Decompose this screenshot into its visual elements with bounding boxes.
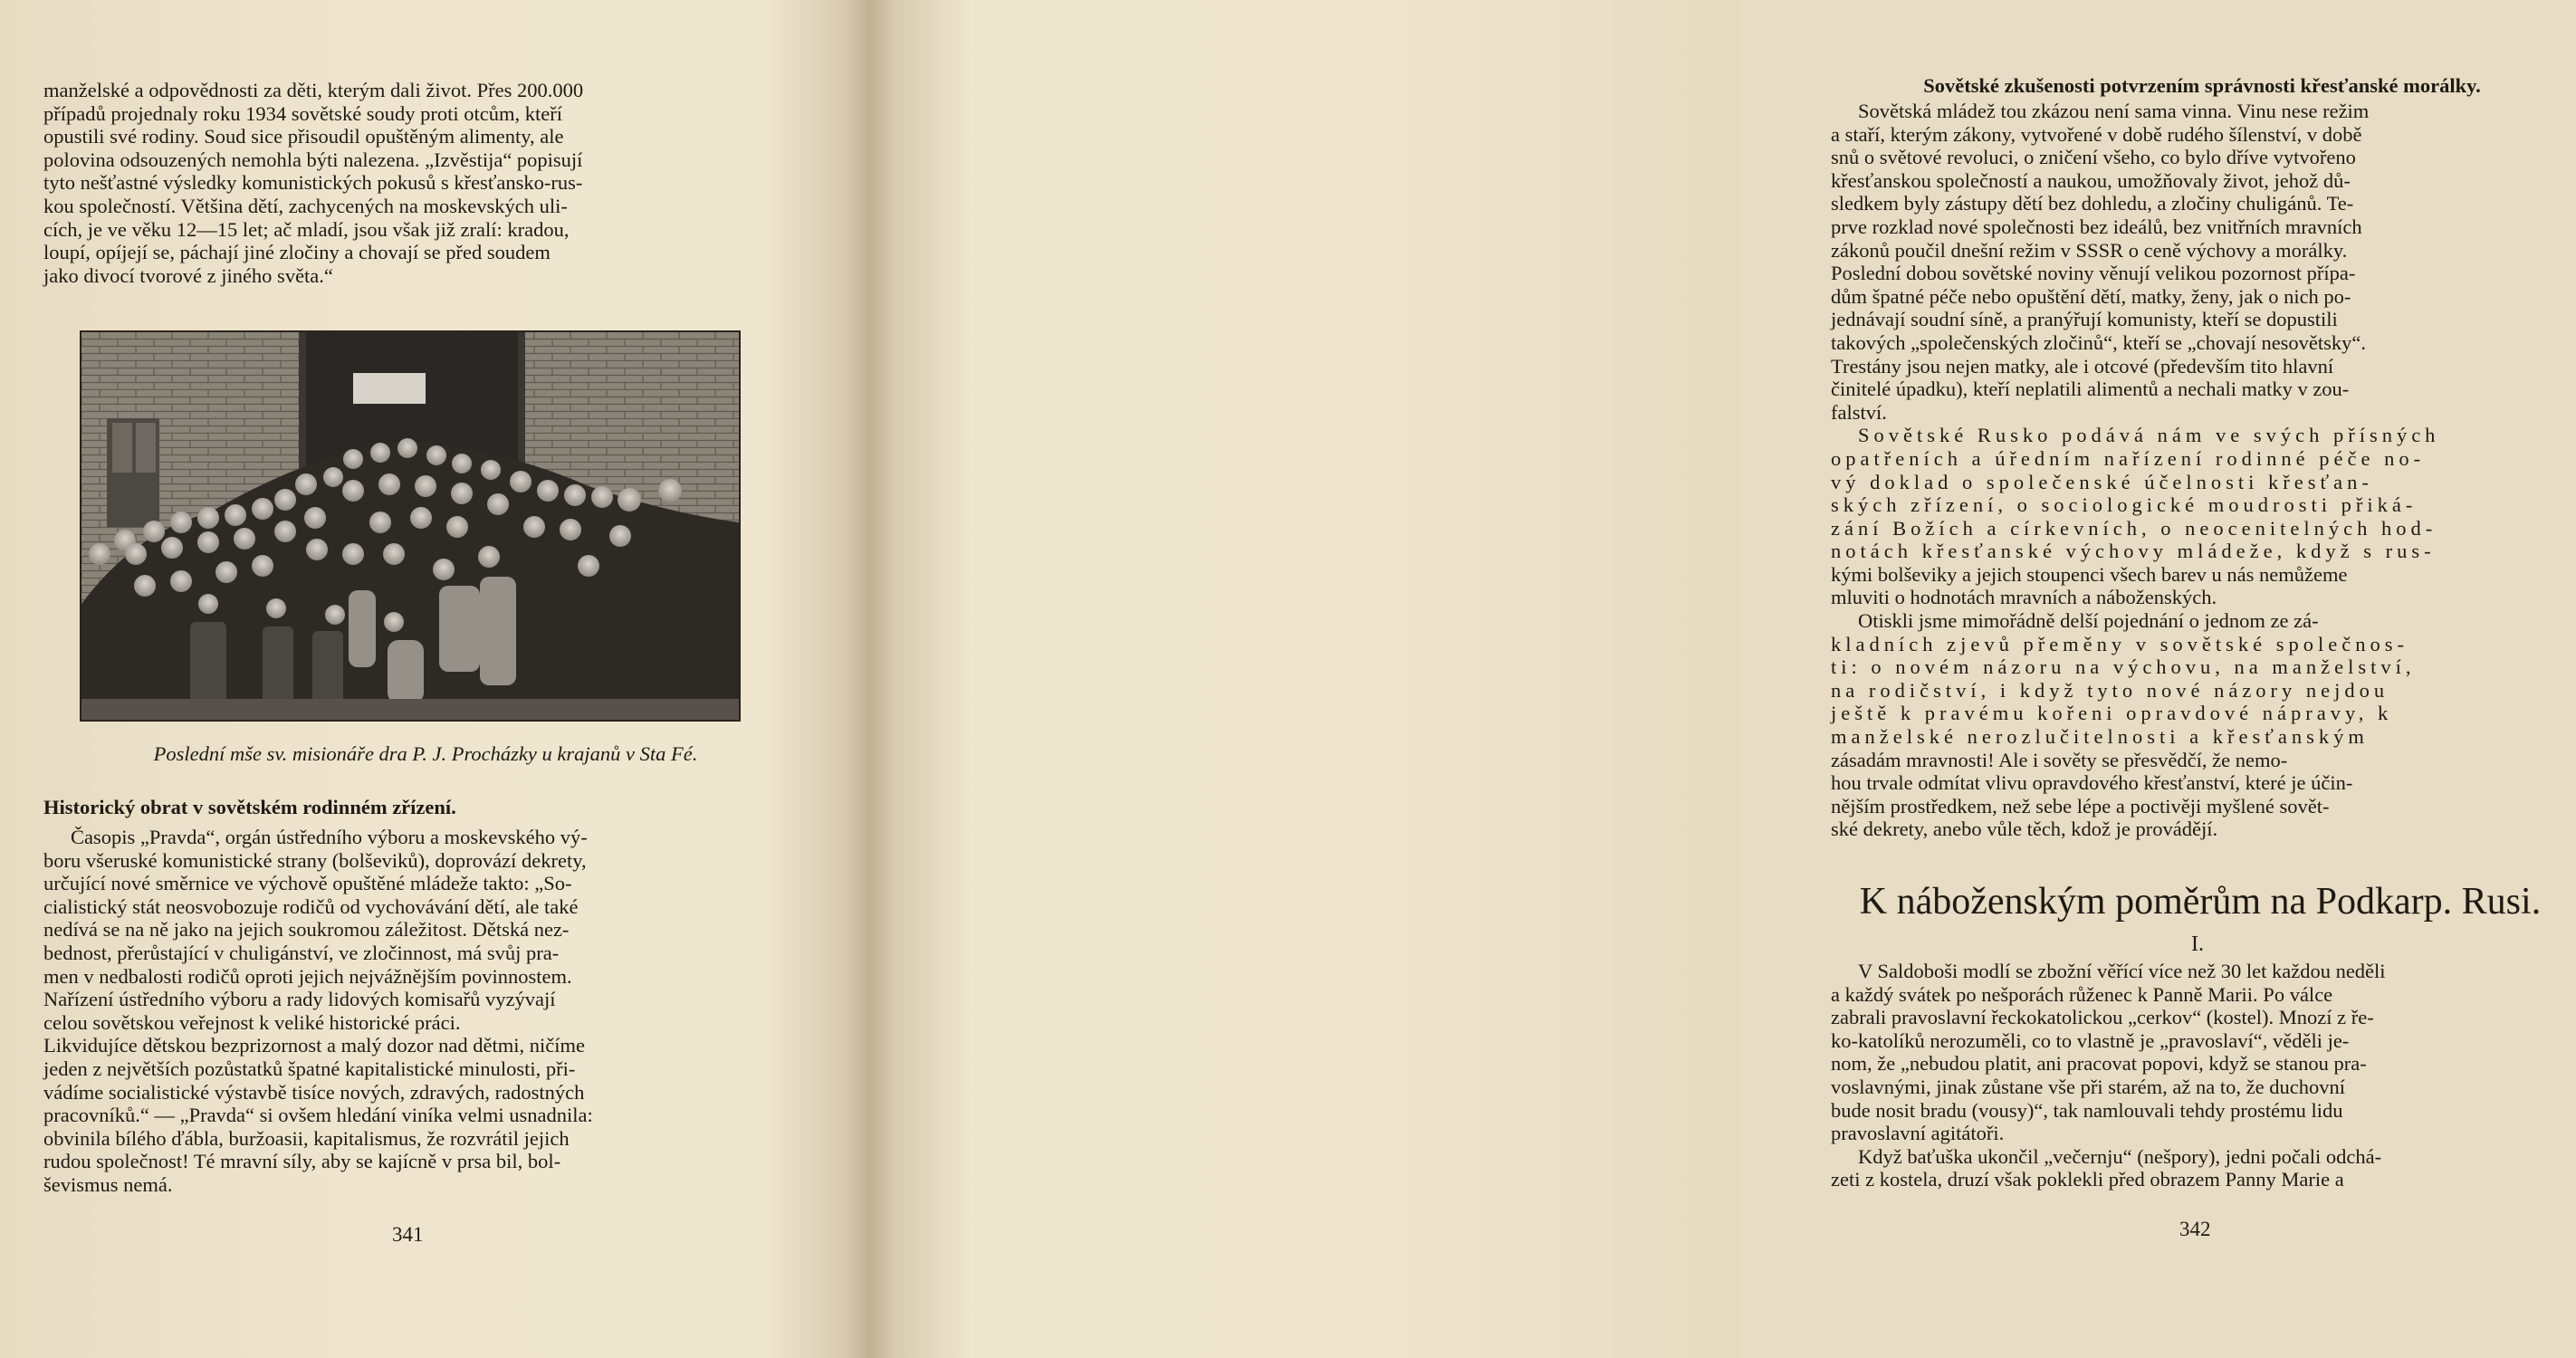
text-line: voslavnými, jinak zůstane vše při starém, až na to, že duchovní bbox=[1831, 1075, 2345, 1098]
text-line: manželské a odpovědnosti za děti, kterým dali život. Přes 200.000 bbox=[43, 79, 584, 101]
text-line: vý doklad o společenské účelnosti křesťan- bbox=[1831, 470, 2373, 493]
text-line: opustili své rodiny. Soud sice přisoudil opuštěným alimenty, ale bbox=[43, 125, 564, 148]
text-line: boru všeruské komunistické strany (bolševiků), doprovází dekrety, bbox=[43, 848, 587, 872]
section-number: I. bbox=[2191, 932, 2204, 956]
text-line: cích, je ve věku 12—15 let; ač mladí, jsou však již zralí: kradou, bbox=[43, 217, 570, 241]
text-line: zabrali pravoslavní řeckokatolickou „cerkov“ (kostel). Mnozí z ře- bbox=[1831, 1006, 2374, 1029]
section-heading: Historický obrat v sovětském rodinném zřízení. bbox=[43, 796, 456, 818]
text-line: Likvidujíce dětskou bezprizornost a malý dozor nad dětmi, ničíme bbox=[43, 1034, 585, 1057]
text-line: V Saldoboši modlí se zbožní věřící více než 30 let každou neděli bbox=[1858, 960, 2386, 982]
text-line: určující nové směrnice ve výchově opuštěné mládeže takto: „So- bbox=[43, 872, 572, 895]
page-number: 342 bbox=[2179, 1218, 2211, 1240]
text-line: tyto nešťastné výsledky komunistických pokusů s křesťansko-rus- bbox=[43, 171, 583, 195]
text-line: křesťanskou společností a naukou, umožňovaly život, jehož dů- bbox=[1831, 168, 2351, 192]
intro-paragraph bbox=[43, 79, 780, 287]
text-line: dům špatné péče nebo opuštění dětí, matky, ženy, jak o nich po- bbox=[1831, 284, 2351, 308]
text-line: mluviti o hodnotách mravních a náboženských. bbox=[1831, 586, 2217, 609]
text-line: Trestány jsou nejen matky, ale i otcové (především tito hlavní bbox=[1831, 354, 2334, 378]
photo-caption: Poslední mše sv. misionáře dra P. J. Procházky u krajanů v Sta Fé. bbox=[153, 742, 698, 765]
body-paragraph bbox=[43, 826, 780, 1197]
text-line: manželské nerozlučitelnosti a křesťanským bbox=[1831, 725, 2369, 749]
text-line: rudou společnost! Té mravní síly, aby se kajícně v prsa bil, bol- bbox=[43, 1150, 561, 1173]
text-line: zákonů poučil dnešní režim v SSSR o ceně výchovy a morálky. bbox=[1831, 238, 2348, 262]
text-line: činitelé úpadku), kteří neplatili alimentů a nechali matky v zou- bbox=[1831, 378, 2350, 401]
text-line: nějším prostředkem, než sebe lépe a poctivěji myšlené sovět- bbox=[1831, 794, 2330, 818]
text-line: opatřeních a úředním nařízení rodinné péče no- bbox=[1831, 446, 2426, 470]
text-line: prve rozklad nové společnosti bez ideálů, bez vnitřních mravních bbox=[1831, 215, 2362, 238]
text-line: bude nosit bradu (vousy)“, tak namlouvali tehdy prostému lidu bbox=[1831, 1098, 2343, 1122]
text-line: notách křesťanské výchovy mládeže, když s rus- bbox=[1831, 540, 2436, 563]
text-line: Sovětská mládež tou zkázou není sama vinna. Vinu nese režim bbox=[1858, 100, 2370, 122]
text-line: kými bolševiky a jejich stoupenci všech barev u nás nemůžeme bbox=[1831, 562, 2348, 586]
text-line: případů projednaly roku 1934 sovětské soudy proti otcům, kteří bbox=[43, 101, 563, 125]
text-line: polovina odsouzených nemohla býti nalezena. „Izvěstija“ popisují bbox=[43, 148, 583, 171]
right-page bbox=[869, 0, 2542, 1358]
text-line: snů o světové revoluci, o zničení všeho, co bylo dříve vytvořeno bbox=[1831, 146, 2356, 169]
text-line: cialistický stát neosvobozuje rodičů od vychovávání dětí, ale také bbox=[43, 894, 579, 918]
text-line: nedívá se na ně jako na jejich soukromou záležitost. Dětská nez- bbox=[43, 918, 570, 942]
text-line: vádíme socialistické výstavbě tisíce nových, zdravých, radostných bbox=[43, 1080, 585, 1104]
text-line: bednost, přerůstající v chuligánství, ve zločinnost, má svůj pra- bbox=[43, 941, 560, 964]
text-line: ských zřízení, o sociologické moudrosti přiká- bbox=[1831, 493, 2418, 517]
text-line: ševismus nemá. bbox=[43, 1172, 173, 1196]
text-line: a každý svátek po nešporách růženec k Panně Marii. Po válce bbox=[1831, 982, 2333, 1006]
text-line: kou společností. Většina dětí, zachycených na moskevských uli- bbox=[43, 194, 568, 217]
text-line: celou sovětskou veřejnost k veliké historické práci. bbox=[43, 1010, 461, 1034]
group-photograph bbox=[80, 330, 741, 722]
body-paragraph bbox=[1831, 100, 2573, 841]
text-line: takových „společenských zločinů“, kteří se „chovají nesovětsky“. bbox=[1831, 330, 2367, 354]
text-line: men v nedbalosti rodičů oproti jejich nejvážnějším povinnostem. bbox=[43, 964, 572, 988]
text-line: ti: o novém názoru na výchovu, na manželství, bbox=[1831, 655, 2416, 679]
text-line: sledkem byly zástupy dětí bez dohledu, a zločiny chuligánů. Te- bbox=[1831, 192, 2354, 215]
text-line: na rodičství, i když tyto nové názory nejdou bbox=[1831, 678, 2389, 702]
text-line: Poslední dobou sovětské noviny věnují velikou pozornost přípa- bbox=[1831, 262, 2356, 285]
text-line: Časopis „Pravda“, orgán ústředního výboru a moskevského vý- bbox=[71, 826, 588, 848]
section-heading: Sovětské zkušenosti potvrzením správnosti křesťanské morálky. bbox=[1923, 74, 2481, 97]
text-line: jeden z největších pozůstatků špatné kapitalistické minulosti, při- bbox=[43, 1057, 576, 1080]
text-line: Otiskli jsme mimořádně delší pojednání o jednom ze zá- bbox=[1858, 609, 2319, 633]
text-line: Nařízení ústředního výboru a rady lidových komisařů vyzývají bbox=[43, 988, 556, 1011]
text-line: zásadám mravnosti! Ale i sověty se přesvědčí, že nemo- bbox=[1831, 748, 2288, 771]
text-line: pravoslavní agitátoři. bbox=[1831, 1122, 2005, 1145]
text-line: zání Božích a církevních, o neocenitelných hod- bbox=[1831, 516, 2437, 540]
text-line: zeti z kostela, druzí však poklekli před obrazem Panny Marie a bbox=[1831, 1168, 2344, 1191]
text-line: jednávají soudní síně, a pranýřují komunisty, kteří se dopustili bbox=[1831, 308, 2338, 331]
text-line: jako divocí tvorové z jiného světa.“ bbox=[43, 263, 333, 287]
text-line: falství. bbox=[1831, 400, 1887, 424]
text-line: hou trvale odmítat vlivu opravdového křesťanství, které je účin- bbox=[1831, 771, 2353, 795]
text-line: loupí, opíjejí se, páchají jiné zločiny a chovají se před soudem bbox=[43, 241, 551, 264]
text-line: ko-katolíků nerozuměli, co to vlastně je „pravoslaví“, věděli je- bbox=[1831, 1028, 2350, 1052]
text-line: ské dekrety, anebo vůle těch, kdož je provádějí. bbox=[1831, 818, 2218, 841]
text-line: a staří, kterým zákony, vytvořené v době rudého šílenství, v době bbox=[1831, 122, 2362, 146]
page-number: 341 bbox=[392, 1223, 424, 1246]
text-line: Sovětské Rusko podává nám ve svých přísných bbox=[1858, 424, 2440, 447]
article-body bbox=[1831, 960, 2573, 1191]
text-line: ještě k pravému kořeni opravdové nápravy, k bbox=[1831, 702, 2393, 725]
text-line: pracovníků.“ — „Pravda“ si ovšem hledání viníka velmi usnadnila: bbox=[43, 1104, 593, 1127]
text-line: nom, že „nebudou platit, ani pracovat popovi, když se stanou pra- bbox=[1831, 1052, 2367, 1076]
left-page bbox=[0, 0, 869, 1358]
text-line: kladních zjevů přeměny v sovětské společnos- bbox=[1831, 632, 2409, 655]
article-title: K náboženským poměrům na Podkarp. Rusi. bbox=[1859, 881, 2542, 923]
text-line: obvinila bílého ďábla, buržoasii, kapitalismus, že rozvrátil jejich bbox=[43, 1126, 570, 1150]
text-line: Když baťuška ukončil „večernju“ (nešpory), jedni počali odchá- bbox=[1858, 1144, 2382, 1168]
